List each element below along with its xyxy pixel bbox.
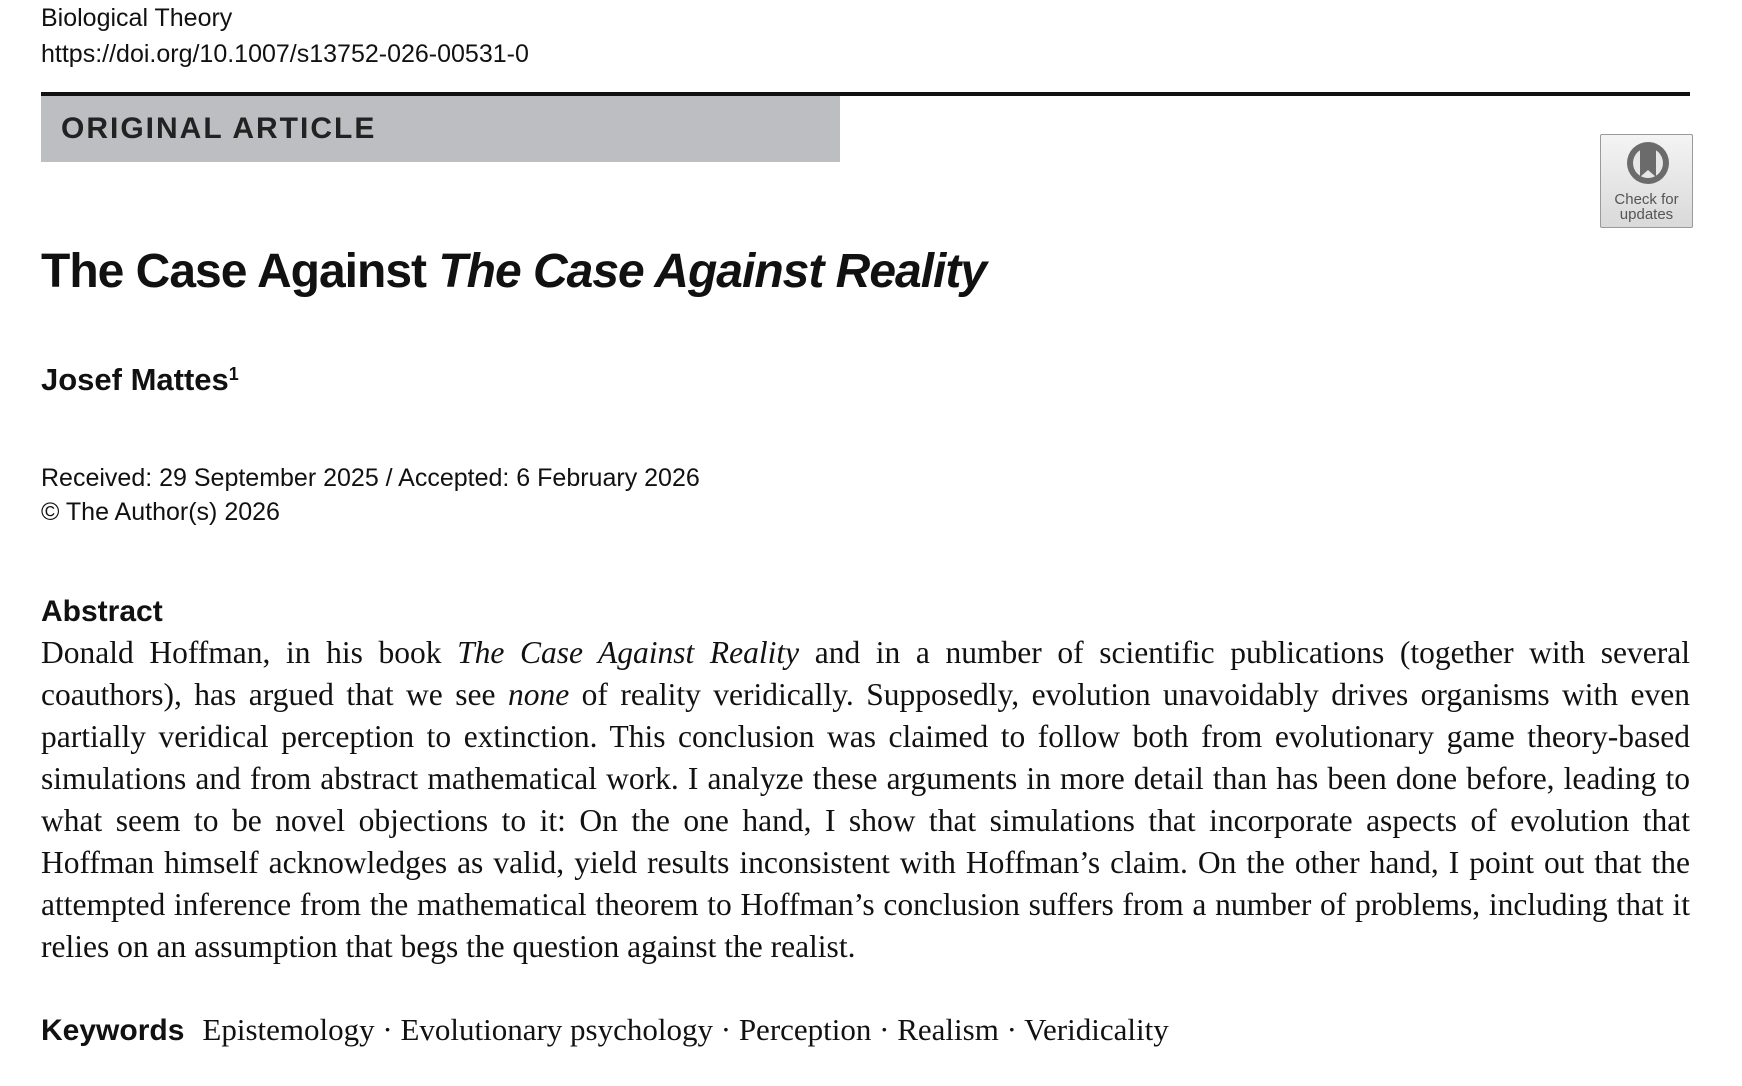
title-plain: The Case Against	[41, 245, 439, 298]
received-accepted-dates: Received: 29 September 2025 / Accepted: 6 February 2026	[41, 464, 700, 492]
article-title	[41, 240, 986, 304]
abstract-part-3: of reality veridically. Supposedly, evolution unavoidably drives organisms with even partially veridical perception to extinction. This conclusion was claimed to follow both from evolutionary game theory-based simulations and from abstract mathematical work. I analyze these arguments in more detail than has been done before, leading to what seem to be novel objections to it: On the one hand, I show that simulations that incorporate aspects of evolution that Hoffman himself acknowledges as valid, yield results inconsistent with Hoffman’s claim. On the other hand, I point out that the attempted inference from the mathematical theorem to Hoffman’s conclusion suffers from a number of problems, including that it relies on an assumption that begs the question against the realist.	[41, 677, 1690, 964]
keyword: Epistemology	[202, 1012, 375, 1047]
abstract-book-title: The Case Against Reality	[457, 635, 800, 670]
check-updates-label-line1: Check for	[1614, 191, 1679, 208]
keyword-separator: ·	[871, 1012, 898, 1047]
bookmark-check-icon	[1624, 139, 1672, 187]
keyword-separator: ·	[374, 1012, 401, 1047]
keywords	[41, 1008, 1169, 1053]
keyword-list	[202, 1012, 1168, 1047]
abstract-heading: Abstract	[41, 595, 163, 628]
abstract-emphasis: none	[507, 677, 570, 712]
doi-link[interactable]: https://doi.org/10.1007/s13752-026-00531-0	[41, 40, 529, 68]
check-for-updates-button[interactable]	[1600, 134, 1693, 228]
keyword-separator: ·	[712, 1012, 739, 1047]
title-italic: The Case Against Reality	[438, 245, 987, 298]
author-name[interactable]: Josef Mattes	[41, 362, 229, 397]
check-updates-label-line2: updates	[1619, 206, 1674, 223]
article-type-banner	[41, 96, 840, 162]
abstract-part-1: Donald Hoffman, in his book	[41, 635, 458, 670]
keyword: Veridicality	[1024, 1012, 1169, 1047]
article-type-label: ORIGINAL ARTICLE	[61, 112, 377, 145]
keyword: Perception	[738, 1012, 872, 1047]
keyword: Evolutionary psychology	[400, 1012, 713, 1047]
abstract-text	[41, 632, 1690, 968]
keyword-separator: ·	[998, 1012, 1025, 1047]
journal-name: Biological Theory	[41, 4, 233, 32]
author	[41, 358, 239, 402]
affiliation-mark[interactable]: 1	[228, 364, 239, 384]
copyright-notice: © The Author(s) 2026	[41, 498, 280, 526]
abstract-part-2: and in a number of scientific publications (together with several coauthors), has argued that we see	[41, 635, 1690, 712]
keywords-label: Keywords	[41, 1014, 185, 1047]
keyword: Realism	[897, 1012, 999, 1047]
